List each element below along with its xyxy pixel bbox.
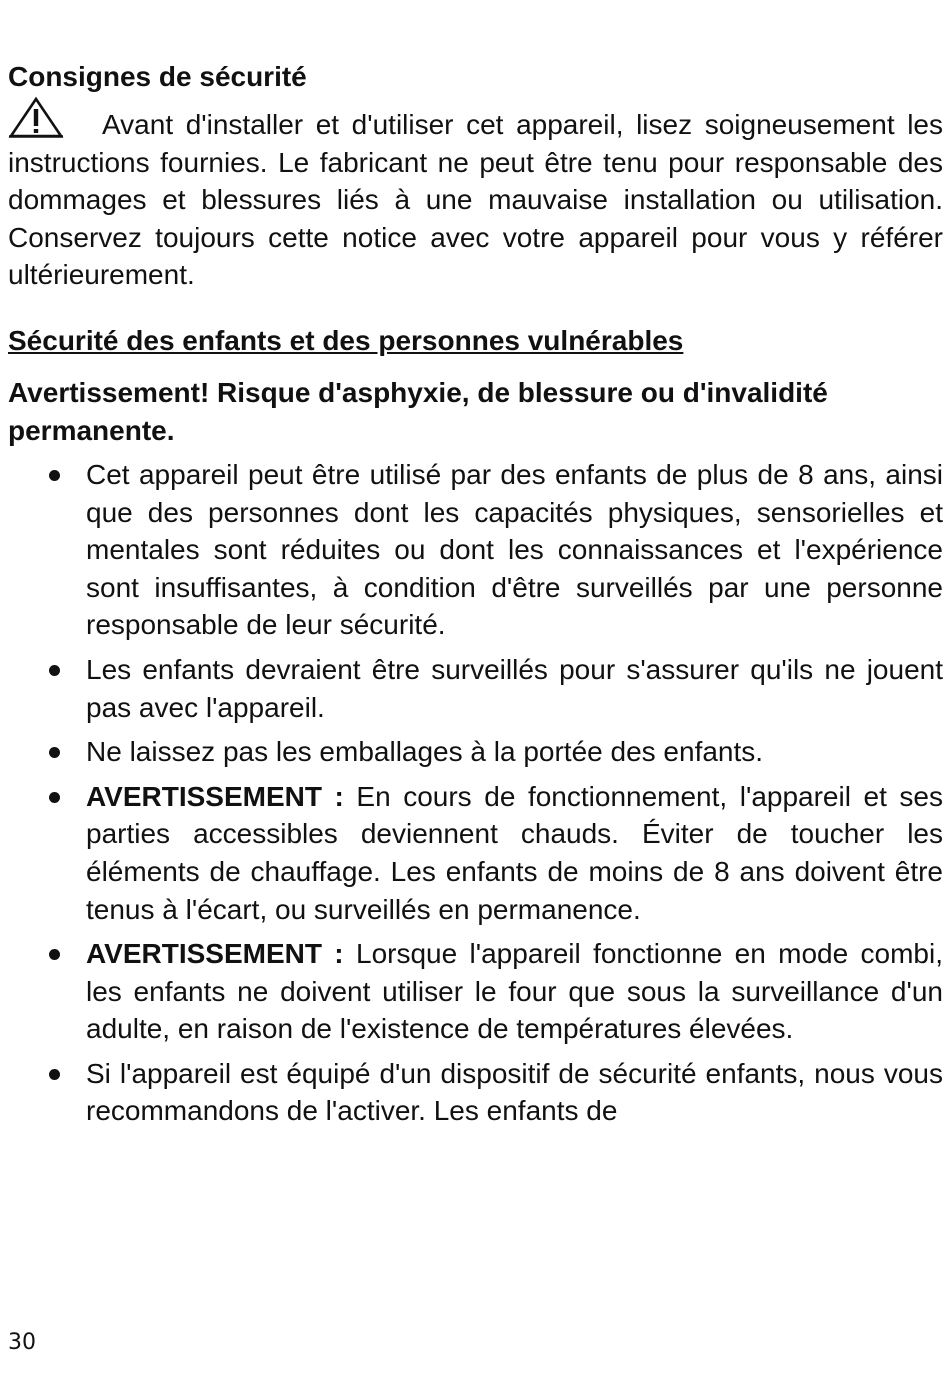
warning-lead: Avertissement! Risque d'asphyxie, de blessure ou d'invalidité permanente. bbox=[8, 376, 828, 446]
list-item bbox=[8, 935, 943, 1048]
page-title: Consignes de sécurité bbox=[8, 61, 307, 92]
bullet-text: Si l'appareil est équipé d'un dispositif de sécurité enfants, nous vous recommandons de l'activer. Les enfants de bbox=[86, 1057, 943, 1127]
page-number: 30 bbox=[8, 1330, 36, 1355]
safety-bullet-list bbox=[8, 456, 943, 1130]
document-page bbox=[8, 58, 943, 1137]
bullet-icon bbox=[49, 665, 60, 676]
bullet-icon bbox=[49, 470, 60, 481]
bullet-text: Lorsque l'appareil fonctionne en mode combi, les enfants ne doivent utiliser le four que sous la surveillance d'un adulte, en raison de l'existence de températures élevées. bbox=[86, 938, 944, 1045]
list-item bbox=[8, 733, 943, 771]
bullet-text: Les enfants devraient être surveillés pour s'assurer qu'ils ne jouent pas avec l'appareil. bbox=[86, 653, 943, 723]
list-item bbox=[8, 651, 943, 726]
bullet-icon bbox=[49, 1069, 60, 1080]
intro-paragraph bbox=[8, 96, 943, 294]
bullet-icon bbox=[49, 747, 60, 758]
warning-triangle-icon bbox=[8, 96, 64, 140]
bullet-bold: AVERTISSEMENT : bbox=[86, 780, 344, 812]
bullet-bold: AVERTISSEMENT : bbox=[86, 938, 344, 970]
section-title: Sécurité des enfants et des personnes vulnérables bbox=[8, 324, 684, 356]
bullet-icon bbox=[49, 949, 60, 960]
bullet-icon bbox=[49, 792, 60, 803]
bullet-text: En cours de fonctionnement, l'appareil et ses parties accessibles deviennent chauds. Éviter de toucher les éléments de chauffage. Les enfants de moins de 8 ans doivent être tenus à l'écart, ou surveillés en permanence. bbox=[86, 780, 943, 925]
list-item bbox=[8, 456, 943, 644]
bullet-text: Ne laissez pas les emballages à la portée des enfants. bbox=[86, 736, 764, 768]
bullet-text: Cet appareil peut être utilisé par des enfants de plus de 8 ans, ainsi que des personnes dont les capacités physiques, sensorielles et mentales sont réduites ou dont les connaissances et l'expérience sont insuffisantes, à condition d'être surveillés par une personne responsable de leur sécurité. bbox=[86, 458, 943, 641]
list-item bbox=[8, 778, 943, 928]
list-item bbox=[8, 1055, 943, 1130]
intro-text: Avant d'installer et d'utiliser cet appareil, lisez soigneusement les instructions fournies. Le fabricant ne peut être tenu pour responsable des dommages et blessures liés à une mauvaise installation ou utilisation. Conservez toujours cette notice avec votre appareil pour vous y référer ultérieurement. bbox=[8, 109, 943, 291]
